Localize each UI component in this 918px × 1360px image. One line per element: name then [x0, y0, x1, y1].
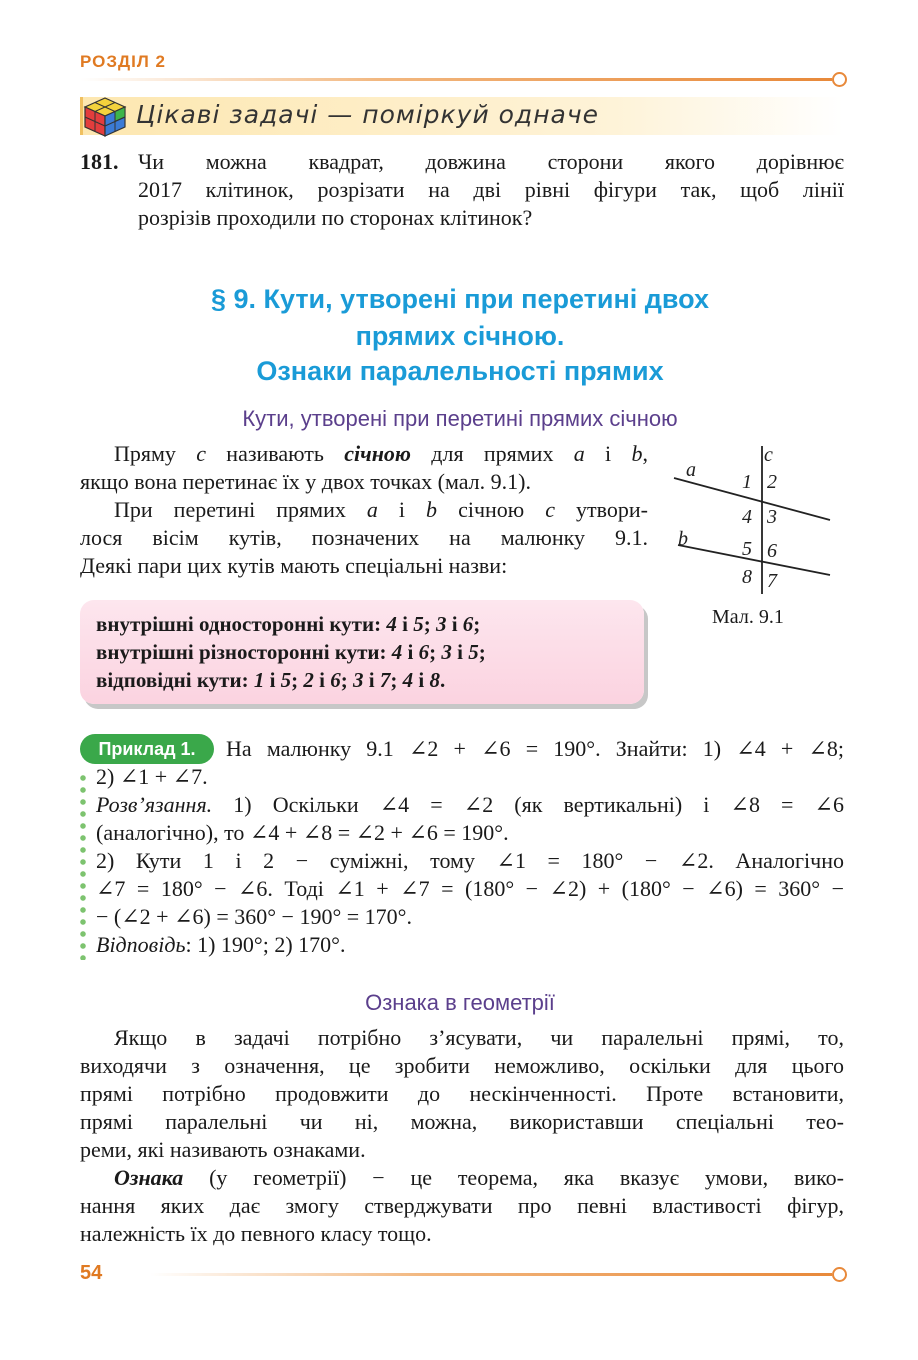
paragraph-line: При перетині прямих a і b січною c утвори-	[114, 497, 648, 522]
angle-1-label: 1	[742, 471, 752, 493]
header-rule	[80, 78, 832, 81]
paragraph-line: якщо вона перетинає їх у двох точках (мал. 9.1).	[80, 469, 531, 494]
page-number: 54	[80, 1262, 103, 1284]
paragraph-line: нання яких дає змогу стверджувати про певні властивості фігур,	[80, 1193, 844, 1218]
line-b	[678, 545, 830, 575]
example-line: − (∠2 + ∠6) = 360° − 190° = 170°.	[96, 904, 412, 929]
problem-line: розрізів проходили по сторонах клітинок?	[138, 205, 533, 230]
paragraph-line: належність їх до певного класу тощо.	[80, 1221, 432, 1246]
section-title-line: Ознаки паралельності прямих	[256, 356, 664, 386]
paragraph-line: Деякі пари цих кутів мають спеціальні назви:	[80, 553, 508, 578]
paragraph-line: виходячи з означення, це зробити неможливо, оскільки для цього	[80, 1053, 844, 1078]
paragraph-secant	[80, 440, 648, 580]
def-alternate-interior: внутрішні різносторонні кути: 4 і 6; 3 і 5;	[96, 640, 486, 664]
paragraph-line: Ознака (у геометрії) − це теорема, яка вказує умови, вико-	[114, 1165, 844, 1190]
footer-rule-end-icon	[832, 1267, 847, 1282]
label-b: b	[678, 528, 688, 550]
example-line: 2) ∠1 + ∠7.	[96, 764, 208, 789]
figure-caption: Мал. 9.1	[712, 606, 784, 628]
example-line: На малюнку 9.1 ∠2 + ∠6 = 190°. Знайти: 1) ∠4 + ∠8;	[226, 736, 844, 761]
section-title-line: прямих січною.	[355, 321, 565, 351]
angle-3-label: 3	[767, 506, 777, 528]
line-a	[674, 478, 830, 520]
example-badge: Приклад 1.	[80, 734, 214, 764]
example-line: Розв’язання. 1) Оскільки ∠4 = ∠2 (як вертикальні) і ∠8 = ∠6	[96, 792, 844, 817]
rubiks-cube-icon	[82, 96, 128, 138]
problem-181	[138, 148, 844, 232]
section-title-line: § 9. Кути, утворені при перетині двох	[210, 284, 710, 314]
figure-9-1	[660, 438, 840, 598]
angle-4-label: 4	[742, 506, 752, 528]
example-line: ∠7 = 180° − ∠6. Тоді ∠1 + ∠7 = (180° − ∠2) + (180° − ∠6) = 360° −	[96, 876, 844, 901]
example-answer: Відповідь: 1) 190°; 2) 170°.	[96, 932, 346, 957]
angle-6-label: 6	[767, 540, 777, 562]
example-body	[96, 763, 844, 959]
chapter-label: РОЗДІЛ 2	[80, 52, 166, 71]
def-corresponding: відповідні кути: 1 і 5; 2 і 6; 3 і 7; 4 і 8.	[96, 668, 446, 692]
problem-number: 181.	[80, 149, 119, 174]
problem-line: 2017 клітинок, розрізати на дві рівні фігури так, щоб лінії	[138, 177, 844, 202]
subheading-sign: Ознака в геометрії	[365, 990, 555, 1015]
angle-8-label: 8	[742, 566, 752, 588]
paragraph-line: лося вісім кутів, позначених на малюнку 9.1.	[80, 525, 648, 550]
example-line: (аналогічно), то ∠4 + ∠8 = ∠2 + ∠6 = 190°.	[96, 820, 509, 845]
paragraph-line: Якщо в задачі потрібно з’ясувати, чи паралельні прямі, то,	[114, 1025, 844, 1050]
footer-rule	[150, 1273, 832, 1276]
def-interior-same-side: внутрішні односторонні кути: 4 і 5; 3 і 6;	[96, 612, 481, 636]
angle-2-label: 2	[767, 471, 777, 493]
paragraph-sign	[80, 1024, 844, 1248]
label-c: c	[764, 444, 773, 466]
label-a: a	[686, 459, 696, 481]
paragraph-line: Пряму c називають січною для прямих a і b,	[114, 441, 648, 466]
paragraph-line: прямі потрібно продовжити до нескінченності. Проте встановити,	[80, 1081, 844, 1106]
angle-7-label: 7	[767, 570, 777, 592]
paragraph-line: прямі паралельні чи ні, можна, використавши спеціальні тео-	[80, 1109, 844, 1134]
paragraph-line: реми, які називають ознаками.	[80, 1137, 366, 1162]
header-rule-end-icon	[832, 72, 847, 87]
problem-line: Чи можна квадрат, довжина сторони якого дорівнює	[138, 149, 844, 174]
example-dotted-rule	[80, 772, 86, 960]
angle-5-label: 5	[742, 538, 752, 560]
fun-problems-title: Цікаві задачі — поміркуй одначе	[136, 100, 600, 129]
example-line: 2) Кути 1 і 2 − суміжні, тому ∠1 = 180° − ∠2. Аналогічно	[96, 848, 844, 873]
subheading-angles: Кути, утворені при перетині прямих січною	[242, 406, 678, 431]
